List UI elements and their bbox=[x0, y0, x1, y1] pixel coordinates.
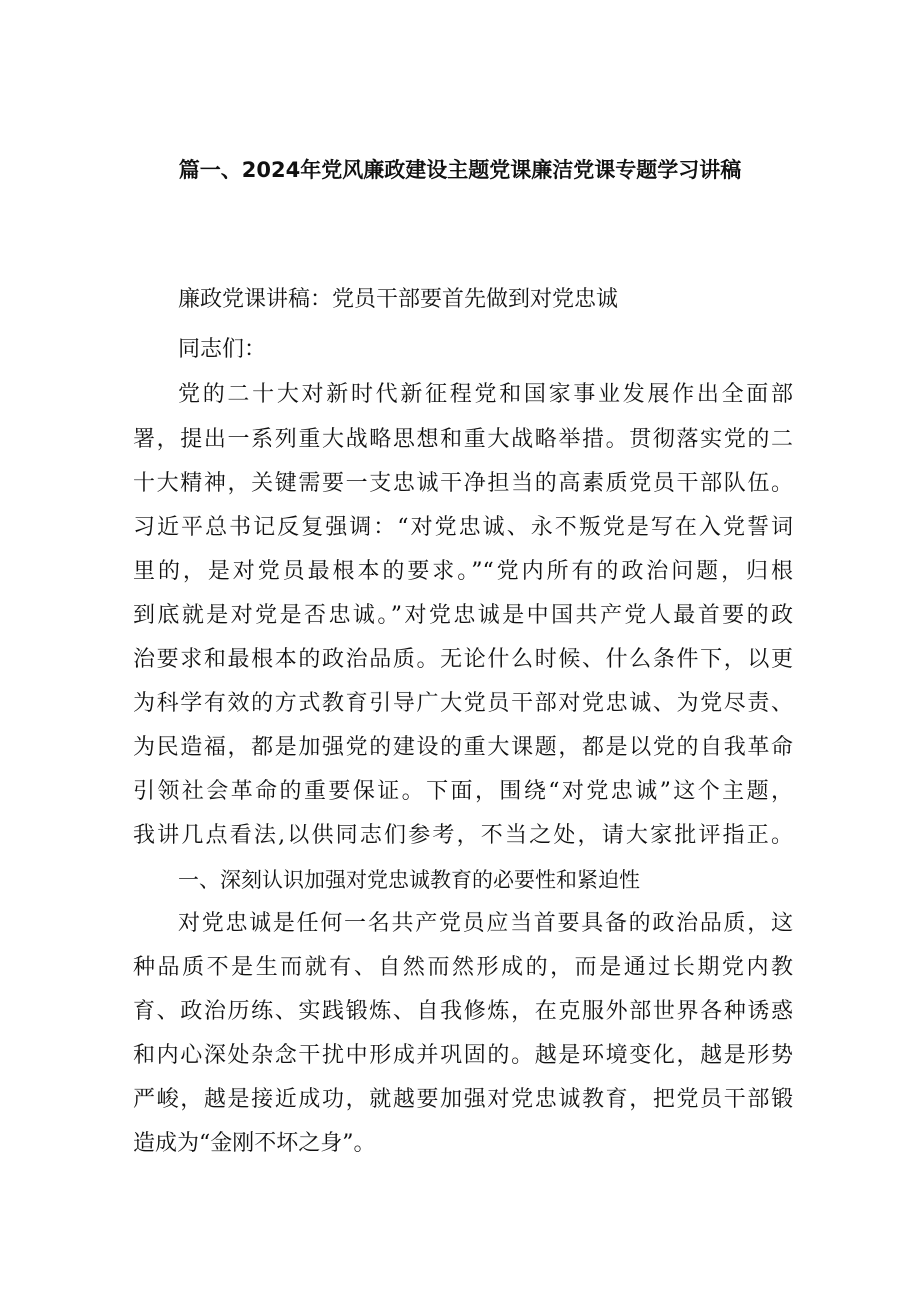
paragraph-line: 里的，是对党员最根本的要求。”“党内所有的政治问题，归根 bbox=[133, 559, 793, 584]
document-title: 篇一、2024年党风廉政建设主题党课廉洁党课专题学习讲稿 bbox=[178, 158, 742, 182]
paragraph-line: 对党忠诚是任何一名共产党员应当首要具备的政治品质，这 bbox=[178, 911, 793, 936]
paragraph-line: 党的二十大对新时代新征程党和国家事业发展作出全面部 bbox=[178, 382, 793, 407]
paragraph-line: 到底就是对党是否忠诚。”对党忠诚是中国共产党人最首要的政 bbox=[133, 603, 793, 628]
lecture-subtitle: 廉政党课讲稿：党员干部要首先做到对党忠诚 bbox=[178, 287, 619, 312]
paragraph-line: 十大精神，关键需要一支忠诚干净担当的高素质党员干部队伍。 bbox=[133, 471, 793, 496]
paragraph-line: 为民造福，都是加强党的建设的重大课题，都是以党的自我革命 bbox=[133, 735, 793, 760]
paragraph-line: 为科学有效的方式教育引导广大党员干部对党忠诚、为党尽责、 bbox=[133, 691, 793, 716]
paragraph-line: 和内心深处杂念干扰中形成并巩固的。越是环境变化，越是形势 bbox=[133, 1043, 793, 1068]
paragraph-line: 严峻，越是接近成功，就越要加强对党忠诚教育，把党员干部锻 bbox=[133, 1087, 793, 1112]
paragraph-line: 我讲几点看法,以供同志们参考，不当之处，请大家批评指正。 bbox=[133, 823, 793, 848]
paragraph-line: 造成为“金刚不坏之身”。 bbox=[133, 1131, 376, 1156]
paragraph-line: 种品质不是生而就有、自然而然形成的，而是通过长期党内教 bbox=[133, 955, 793, 980]
paragraph-line: 治要求和最根本的政治品质。无论什么时候、什么条件下，以更 bbox=[133, 647, 793, 672]
section-heading: 一、深刻认识加强对党忠诚教育的必要性和紧迫性 bbox=[178, 868, 640, 892]
paragraph-line: 引领社会革命的重要保证。下面，围绕“对党忠诚”这个主题， bbox=[133, 779, 793, 804]
paragraph-line: 习近平总书记反复强调：“对党忠诚、永不叛党是写在入党誓词 bbox=[133, 515, 793, 540]
paragraph-line: 育、政治历练、实践锻炼、自我修炼，在克服外部世界各种诱惑 bbox=[133, 999, 793, 1024]
salutation: 同志们： bbox=[178, 337, 267, 362]
paragraph-line: 署，提出一系列重大战略思想和重大战略举措。贯彻落实党的二 bbox=[133, 427, 793, 452]
